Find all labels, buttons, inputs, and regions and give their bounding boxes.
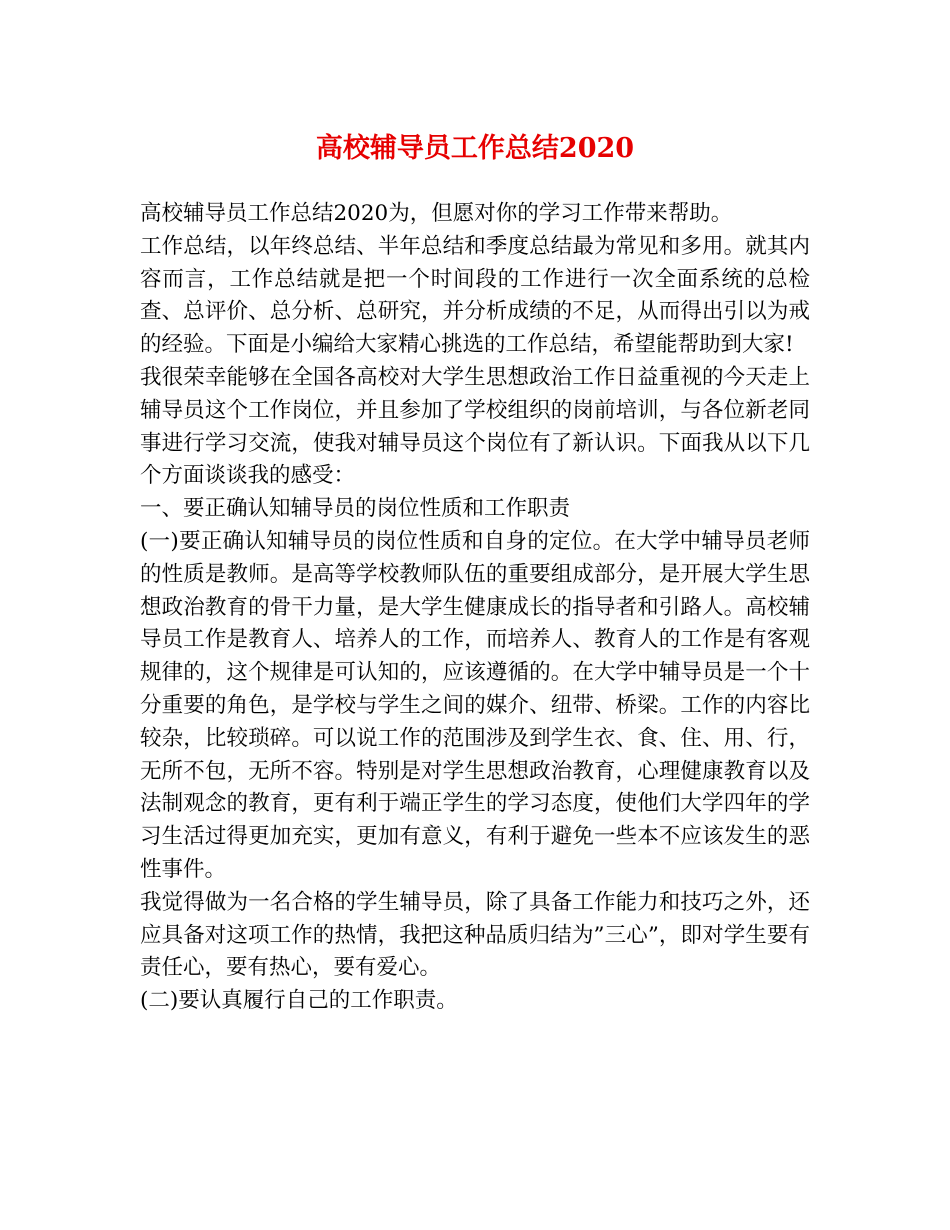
section-heading-1: 一、要正确认知辅导员的岗位性质和工作职责 — [140, 496, 571, 522]
paragraph-subsection-2: (二)要认真履行自己的工作职责。 — [140, 988, 458, 1014]
paragraph-three-hearts: 我觉得做为一名合格的学生辅导员，除了具备工作能力和技巧之外，还应具备对这项工作的热情，我把这种品质归结为”三心”，即对学生要有责任心，要有热心，要有爱心。 — [140, 889, 810, 981]
paragraph-personal-intro: 我很荣幸能够在全国各高校对大学生思想政治工作日益重视的今天走上辅导员这个工作岗位，并且参加了学校组织的岗前培训，与各位新老同事进行学习交流，使我对辅导员这个岗位有了新认识。下面我从以下几个方面谈谈我的感受： — [140, 364, 810, 489]
paragraph-summary-definition: 工作总结，以年终总结、半年总结和季度总结最为常见和多用。就其内容而言，工作总结就是把一个时间段的工作进行一次全面系统的总检查、总评价、总分析、总研究，并分析成绩的不足，从而得出引以为戒的经验。下面是小编给大家精心挑选的工作总结，希望能帮助到大家! — [140, 233, 810, 358]
document-body — [140, 198, 810, 1018]
document-title: 高校辅导员工作总结2020 — [315, 133, 635, 164]
paragraph-intro: 高校辅导员工作总结2020为，但愿对你的学习工作带来帮助。 — [140, 201, 733, 226]
paragraph-subsection-1: (一)要正确认知辅导员的岗位性质和自身的定位。在大学中辅导员老师的性质是教师。是高等学校教师队伍的重要组成部分，是开展大学生思想政治教育的骨干力量，是大学生健康成长的指导者和引路人。高校辅导员工作是教育人、培养人的工作，而培养人、教育人的工作是有客观规律的，这个规律是可认知的，应该遵循的。在大学中辅导员是一个十分重要的角色，是学校与学生之间的媒介、纽带、桥梁。工作的内容比较杂，比较琐碎。可以说工作的范围涉及到学生衣、食、住、用、行，无所不包，无所不容。特别是对学生思想政治教育，心理健康教育以及法制观念的教育，更有利于端正学生的学习态度，使他们大学四年的学习生活过得更加充实，更加有意义，有利于避免一些本不应该发生的恶性事件。 — [140, 528, 810, 882]
